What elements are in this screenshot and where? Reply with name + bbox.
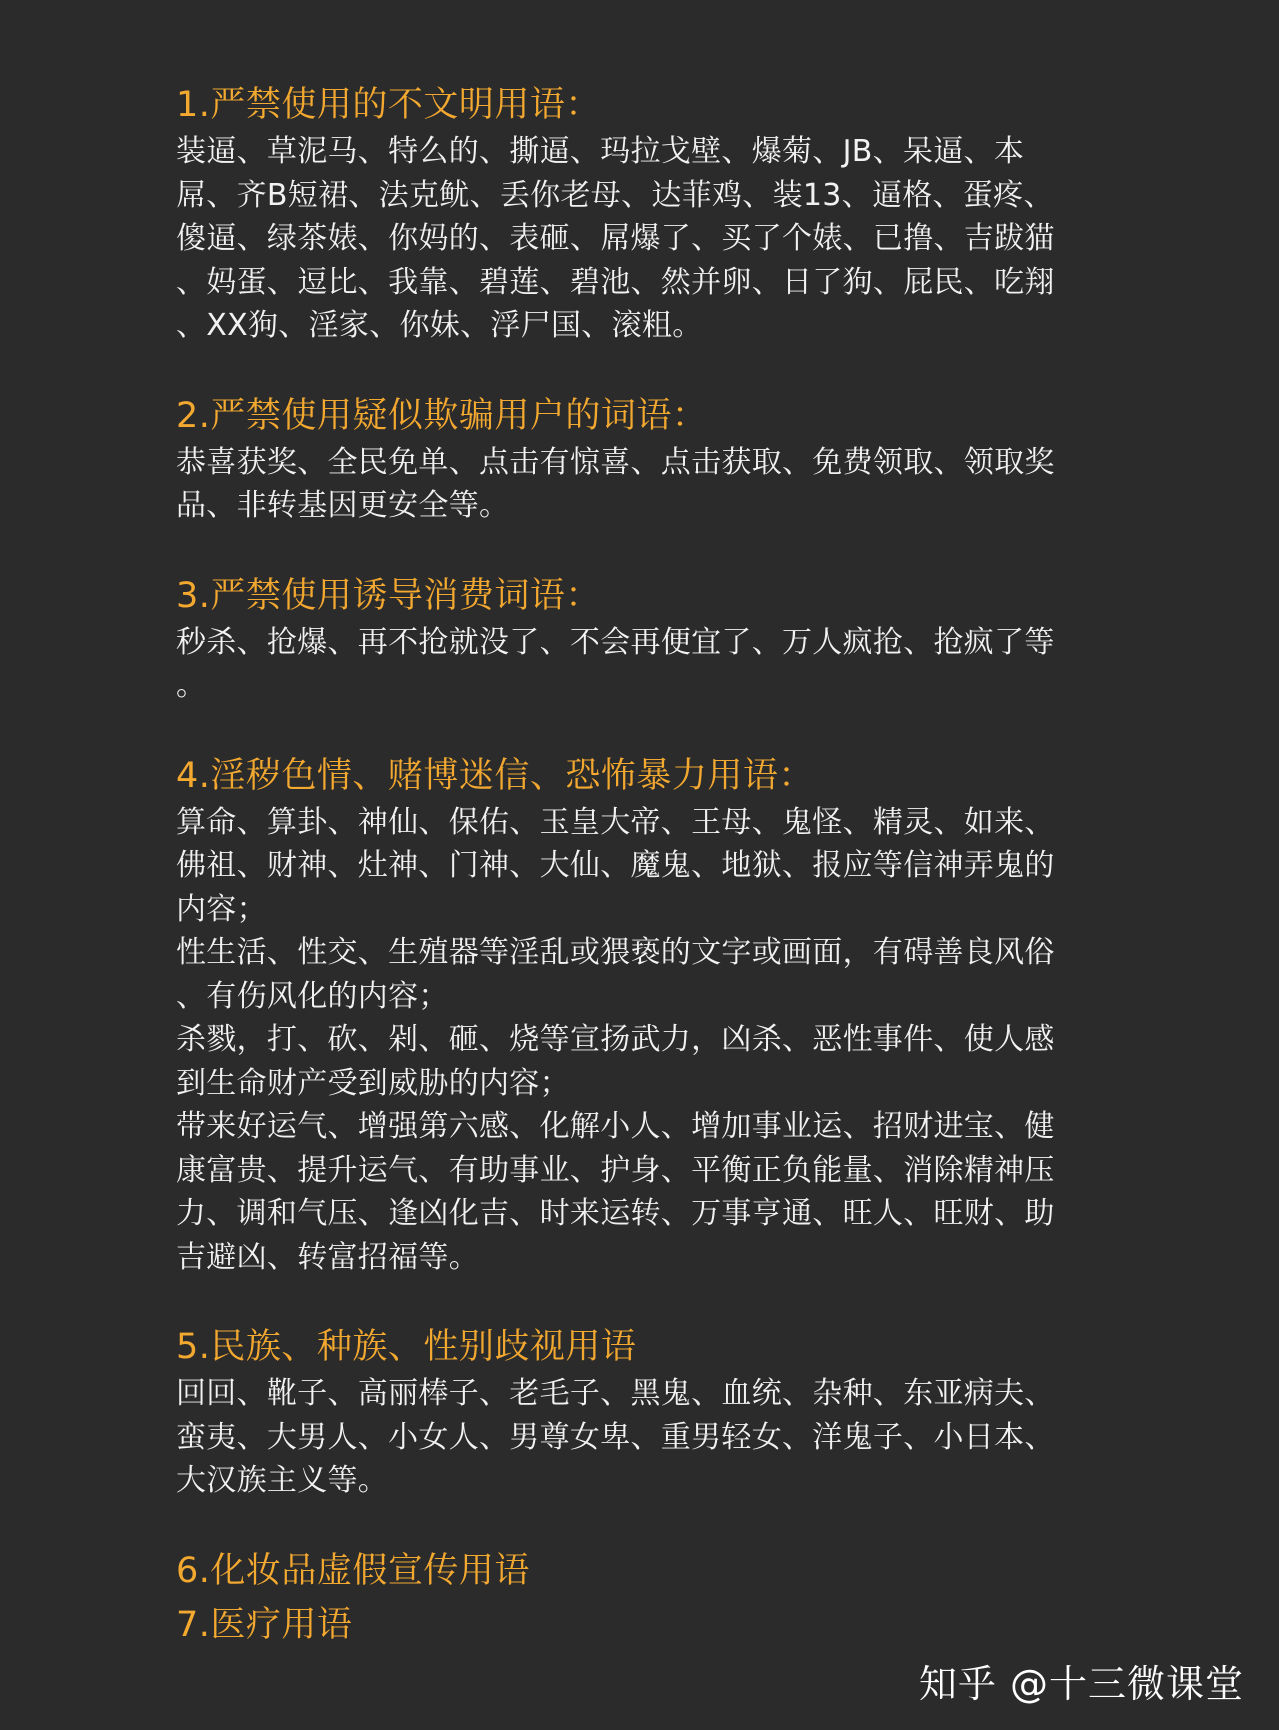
text-line: 恭喜获奖、全民免单、点击有惊喜、点击获取、免费领取、领取奖 bbox=[176, 444, 1055, 480]
section-heading: 5.民族、种族、性别歧视用语 bbox=[176, 1327, 637, 1367]
section-paragraph bbox=[176, 1372, 1106, 1503]
article-content bbox=[176, 80, 1106, 1693]
section-cosmetics-terms bbox=[176, 1546, 1106, 1596]
text-line: 秒杀、抢爆、再不抢就没了、不会再便宜了、万人疯抢、抢疯了等 bbox=[176, 624, 1055, 660]
text-line: 回回、靴子、高丽棒子、老毛子、黑鬼、血统、杂种、东亚病夫、 bbox=[176, 1376, 1055, 1411]
text-line: 大汉族主义等。 bbox=[176, 1463, 389, 1498]
section-heading: 6.化妆品虚假宣传用语 bbox=[176, 1550, 530, 1591]
text-line: 、妈蛋、逗比、我靠、碧莲、碧池、然并卵、日了狗、屁民、吃翔 bbox=[176, 264, 1055, 300]
zhihu-watermark: 知乎 @十三微课堂 bbox=[918, 1662, 1244, 1706]
text-line: 内容； bbox=[176, 891, 267, 927]
text-line: 、XX狗、淫家、你妹、浮尸国、滚粗。 bbox=[176, 308, 703, 343]
text-line: 佛祖、财神、灶神、门神、大仙、魔鬼、地狱、报应等信神弄鬼的 bbox=[176, 848, 1055, 883]
section-paragraph bbox=[176, 1105, 1106, 1279]
text-line: 屌、齐B短裙、法克鱿、丢你老母、达菲鸡、装13、逼格、蛋疼、 bbox=[176, 177, 1054, 213]
text-line: 。 bbox=[176, 668, 207, 703]
text-line: 到生命财产受到威胁的内容； bbox=[176, 1065, 570, 1101]
text-line: 蛮夷、大男人、小女人、男尊女卑、重男轻女、洋鬼子、小日本、 bbox=[176, 1419, 1055, 1455]
text-line: 傻逼、绿茶婊、你妈的、表砸、屌爆了、买了个婊、已撸、吉跋猫 bbox=[176, 221, 1055, 256]
section-paragraph bbox=[176, 441, 1106, 528]
section-heading: 4.淫秽色情、赌博迷信、恐怖暴力用语： bbox=[176, 755, 814, 796]
section-heading: 7.医疗用语 bbox=[176, 1604, 353, 1645]
section-heading: 1.严禁使用的不文明用语： bbox=[176, 85, 601, 125]
section-inducing-terms bbox=[176, 571, 1106, 708]
text-line: 带来好运气、增强第六感、化解小人、增加事业运、招财进宝、健 bbox=[176, 1109, 1055, 1144]
section-heading: 3.严禁使用诱导消费词语： bbox=[176, 575, 601, 616]
section-discrimination-terms bbox=[176, 1322, 1106, 1503]
section-paragraph bbox=[176, 1018, 1106, 1105]
text-line: 杀戮，打、砍、剁、砸、烧等宣扬武力，凶杀、恶性事件、使人感 bbox=[176, 1022, 1055, 1057]
section-medical-terms bbox=[176, 1600, 1106, 1650]
text-line: 装逼、草泥马、特么的、撕逼、玛拉戈壁、爆菊、JB、呆逼、本 bbox=[176, 134, 1025, 169]
text-line: 性生活、性交、生殖器等淫乱或猥亵的文字或画面，有碍善良风俗 bbox=[176, 935, 1055, 970]
text-line: 、有伤风化的内容； bbox=[176, 978, 449, 1014]
section-paragraph bbox=[176, 621, 1106, 708]
section-paragraph bbox=[176, 130, 1106, 348]
section-paragraph bbox=[176, 801, 1106, 932]
section-deceptive-terms bbox=[176, 391, 1106, 528]
text-line: 吉避凶、转富招福等。 bbox=[176, 1239, 479, 1275]
section-obscene-gambling-violence bbox=[176, 751, 1106, 1280]
section-uncivil-terms bbox=[176, 80, 1106, 348]
section-paragraph bbox=[176, 931, 1106, 1018]
text-line: 力、调和气压、逢凶化吉、时来运转、万事亨通、旺人、旺财、助 bbox=[176, 1196, 1055, 1231]
text-line: 品、非转基因更安全等。 bbox=[176, 488, 510, 523]
text-line: 算命、算卦、神仙、保佑、玉皇大帝、王母、鬼怪、精灵、如来、 bbox=[176, 804, 1055, 840]
text-line: 康富贵、提升运气、有助事业、护身、平衡正负能量、消除精神压 bbox=[176, 1152, 1055, 1188]
section-heading: 2.严禁使用疑似欺骗用户的词语： bbox=[176, 395, 708, 436]
